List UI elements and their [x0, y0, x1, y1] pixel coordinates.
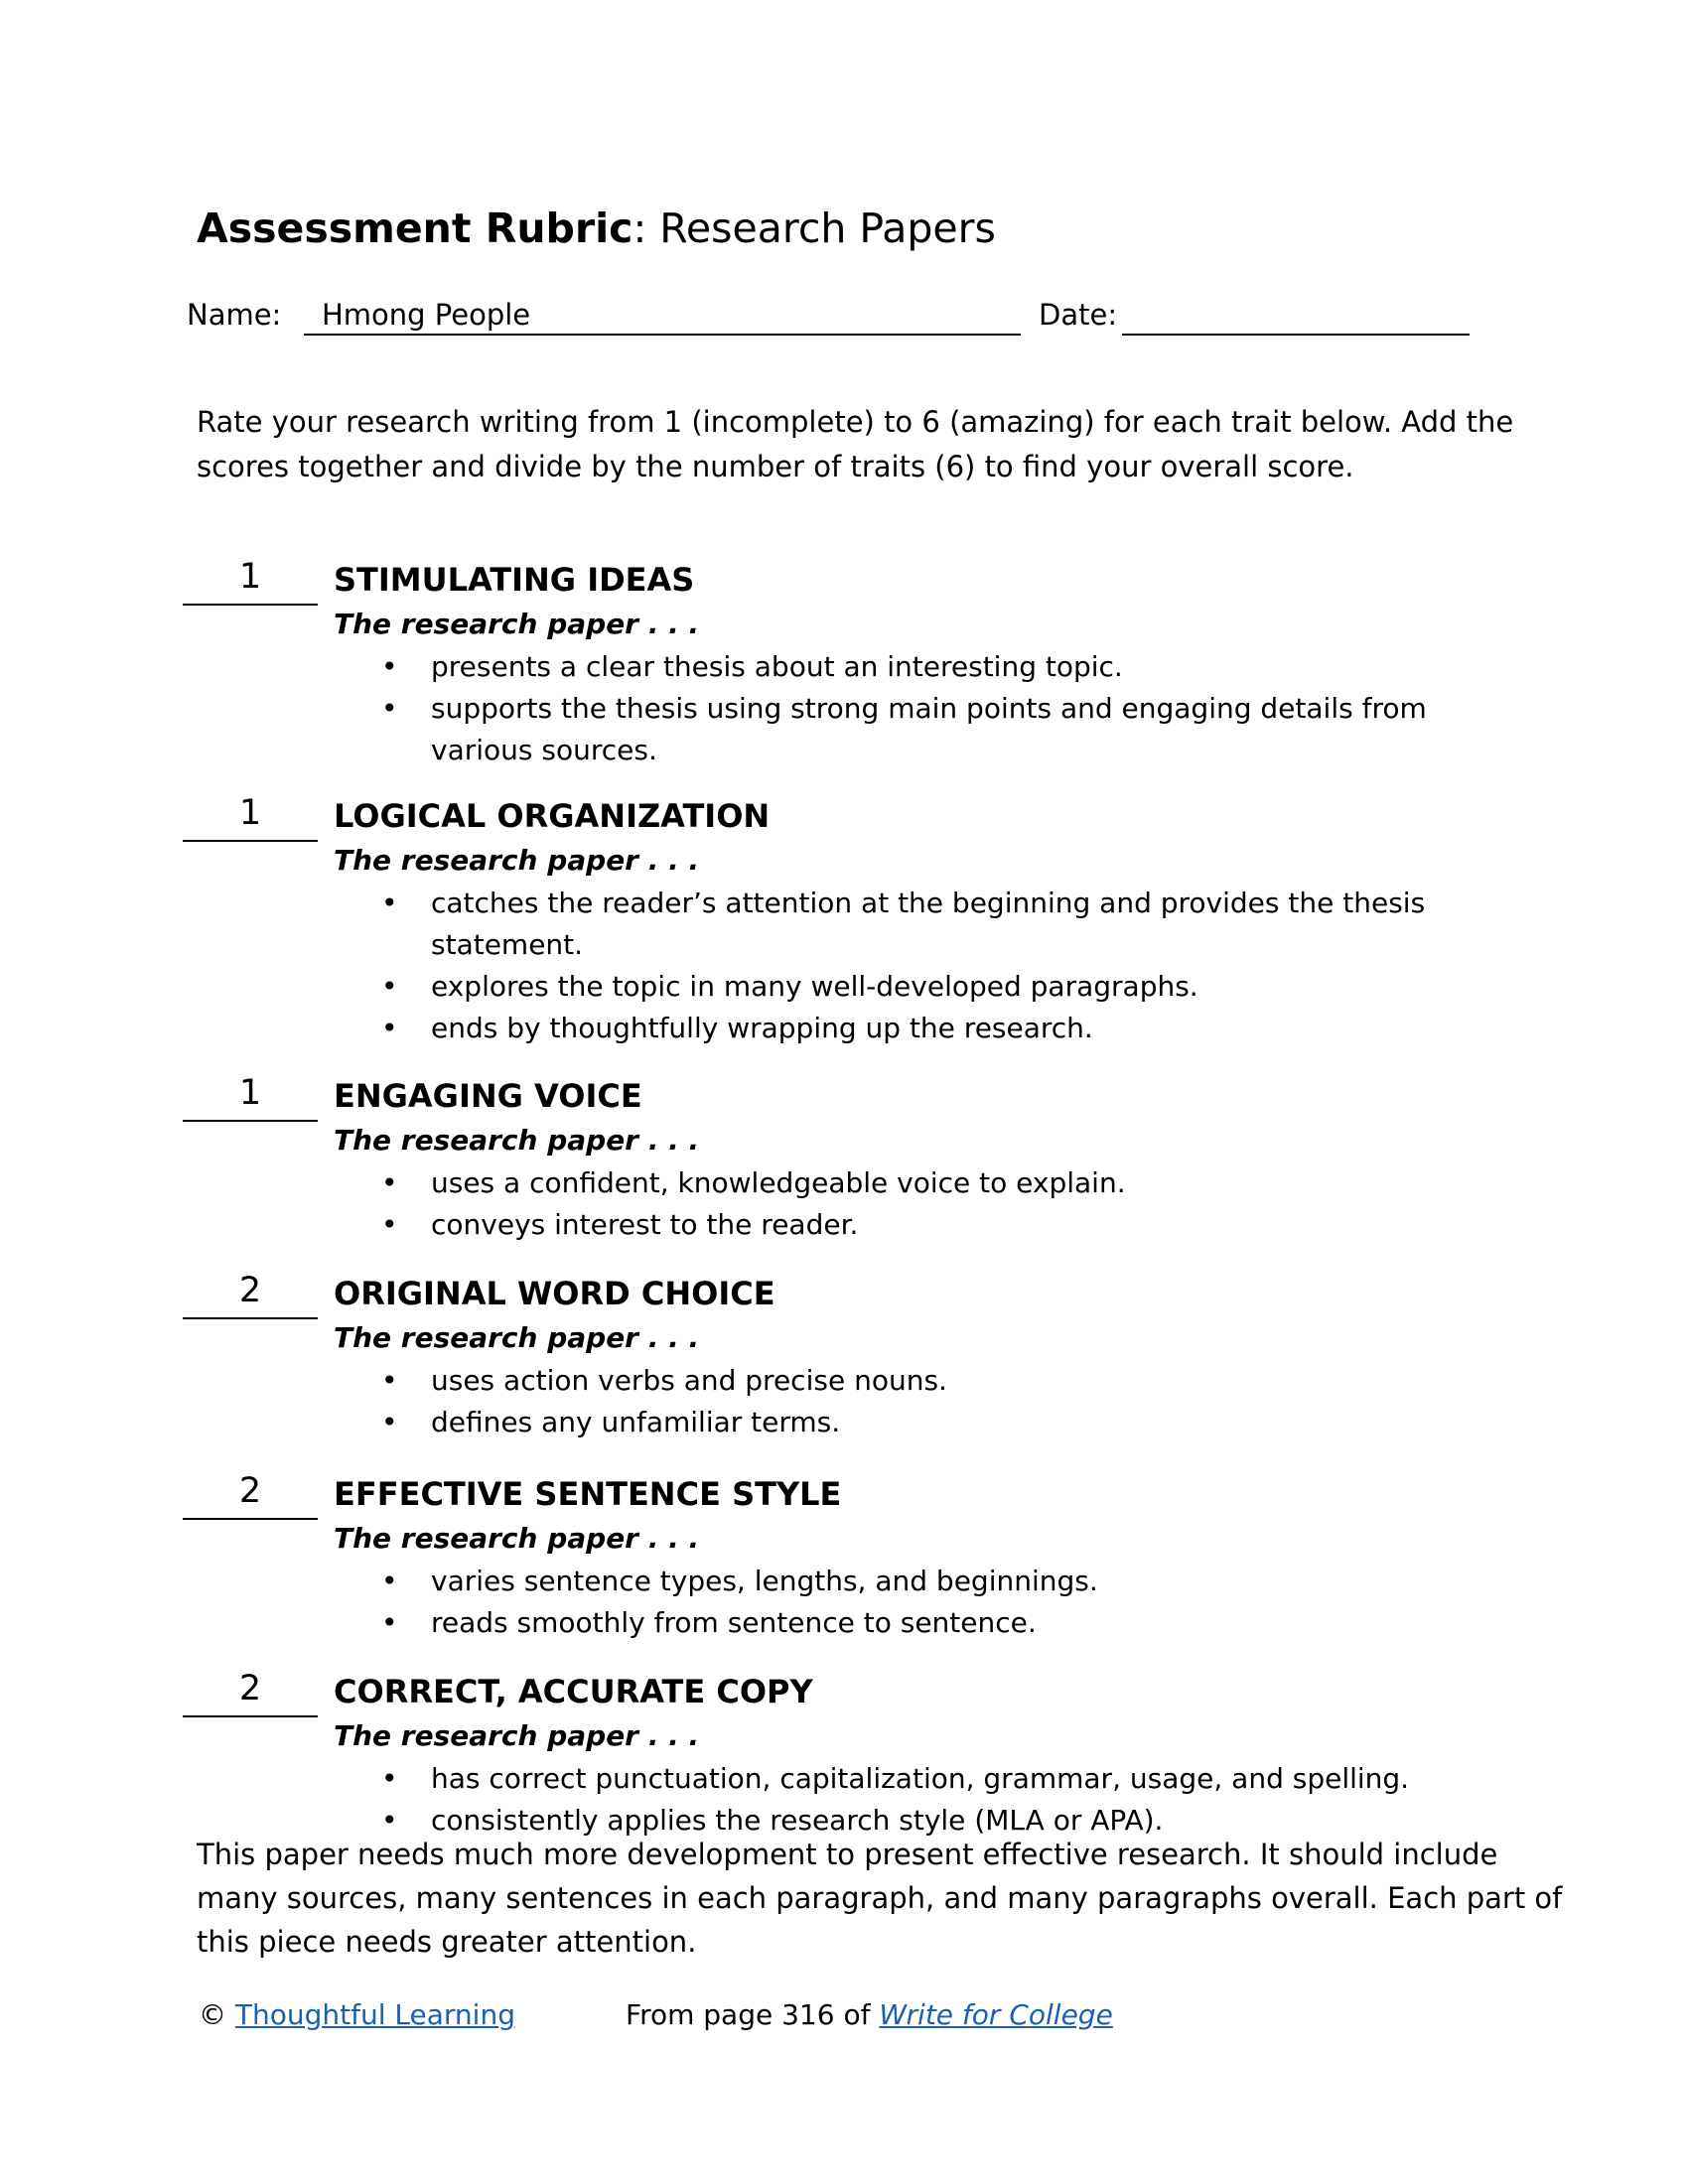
- bullet-text: has correct punctuation, capitalization, grammar, usage, and spelling.: [431, 1762, 1410, 1795]
- bullet-icon: •: [381, 650, 398, 683]
- bullet-icon: •: [381, 970, 398, 1003]
- trait-bullets: [381, 1561, 1098, 1644]
- bullet-icon: •: [381, 1804, 398, 1837]
- bullet-icon: •: [381, 1208, 398, 1241]
- comment-line: many sources, many sentences in each paragraph, and many paragraphs overall. Each part of: [197, 1881, 1563, 1915]
- list-item: [381, 883, 1425, 966]
- list-item: [381, 688, 1427, 771]
- copyright-symbol: ©: [199, 1998, 226, 2031]
- score-line: [183, 1715, 318, 1717]
- list-item: [381, 1162, 1126, 1204]
- trait-subtitle: The research paper . . .: [334, 1321, 700, 1354]
- trait-bullets: [381, 1758, 1409, 1842]
- trait-subtitle: The research paper . . .: [334, 1719, 700, 1752]
- intro-line: scores together and divide by the number of traits (6) to find your overall score.: [197, 450, 1354, 483]
- bullet-text: ends by thoughtfully wrapping up the research.: [431, 1012, 1093, 1044]
- trait-title: EFFECTIVE SENTENCE STYLE: [334, 1475, 842, 1513]
- trait-bullets: [381, 646, 1427, 771]
- bullet-text: consistently applies the research style (MLA or APA).: [431, 1804, 1164, 1837]
- trait-title: LOGICAL ORGANIZATION: [334, 797, 771, 835]
- bullet-text: catches the reader’s attention at the beginning and provides the thesis: [431, 887, 1426, 919]
- write-for-college-link[interactable]: Write for College: [879, 1998, 1113, 2031]
- bullet-text-continued: statement.: [431, 928, 584, 961]
- score-line: [183, 604, 318, 606]
- bullet-icon: •: [381, 1565, 398, 1597]
- bullet-icon: •: [381, 1406, 398, 1438]
- trait-title: ENGAGING VOICE: [334, 1077, 642, 1115]
- bullet-text: supports the thesis using strong main points and engaging details from: [431, 692, 1427, 725]
- name-field-line: [304, 334, 1021, 336]
- score-value[interactable]: 1: [238, 1073, 262, 1113]
- from-page-text: From page 316 of: [626, 1998, 871, 2031]
- thoughtful-learning-link[interactable]: Thoughtful Learning: [234, 1998, 515, 2031]
- name-field[interactable]: Hmong People: [322, 298, 531, 332]
- list-item: [381, 1402, 947, 1443]
- list-item: [381, 1561, 1098, 1602]
- list-item: [381, 1008, 1425, 1049]
- bullet-text: explores the topic in many well-developed paragraphs.: [431, 970, 1198, 1003]
- trait-title: STIMULATING IDEAS: [334, 561, 695, 599]
- bullet-icon: •: [381, 1606, 398, 1639]
- list-item: [381, 1602, 1098, 1644]
- score-line: [183, 1317, 318, 1319]
- trait-bullets: [381, 1360, 947, 1443]
- footer-source: [626, 1998, 1113, 2031]
- name-label: Name:: [187, 298, 282, 332]
- list-item: [381, 966, 1425, 1008]
- bullet-text: defines any unfamiliar terms.: [431, 1406, 841, 1438]
- trait-bullets: [381, 1162, 1126, 1246]
- bullet-icon: •: [381, 1364, 398, 1397]
- bullet-text: uses a confident, knowledgeable voice to explain.: [431, 1166, 1126, 1199]
- comment-line: this piece needs greater attention.: [197, 1925, 697, 1959]
- score-value[interactable]: 1: [238, 793, 262, 833]
- page-title-rest: : Research Papers: [633, 205, 996, 252]
- score-line: [183, 840, 318, 842]
- bullet-text: presents a clear thesis about an interesting topic.: [431, 650, 1123, 683]
- bullet-icon: •: [381, 887, 398, 919]
- bullet-text: reads smoothly from sentence to sentence.: [431, 1606, 1037, 1639]
- score-value[interactable]: 1: [238, 557, 262, 597]
- score-value[interactable]: 2: [238, 1271, 262, 1310]
- score-value[interactable]: 2: [238, 1471, 262, 1511]
- date-label: Date:: [1039, 298, 1118, 332]
- bullet-text: uses action verbs and precise nouns.: [431, 1364, 947, 1397]
- intro-line: Rate your research writing from 1 (incomplete) to 6 (amazing) for each trait below. Add the: [197, 405, 1514, 439]
- bullet-icon: •: [381, 1762, 398, 1795]
- list-item: [381, 646, 1427, 688]
- bullet-text: varies sentence types, lengths, and beginnings.: [431, 1565, 1098, 1597]
- date-field-line: [1122, 334, 1470, 336]
- name-date-row: [0, 294, 1688, 341]
- list-item: [381, 1360, 947, 1402]
- list-item: [381, 1758, 1409, 1800]
- bullet-icon: •: [381, 1012, 398, 1044]
- bullet-icon: •: [381, 1166, 398, 1199]
- bullet-icon: •: [381, 692, 398, 725]
- score-line: [183, 1518, 318, 1520]
- page-title: [197, 205, 996, 252]
- footer-copyright: [199, 1998, 515, 2031]
- score-line: [183, 1120, 318, 1122]
- trait-subtitle: The research paper . . .: [334, 844, 700, 877]
- score-value[interactable]: 2: [238, 1669, 262, 1708]
- comment-line: This paper needs much more development to present effective research. It should include: [197, 1838, 1498, 1871]
- bullet-text-continued: various sources.: [431, 734, 657, 766]
- bullet-text: conveys interest to the reader.: [431, 1208, 859, 1241]
- trait-bullets: [381, 883, 1425, 1049]
- intro-text: [197, 400, 1514, 489]
- trait-subtitle: The research paper . . .: [334, 1522, 700, 1555]
- page-title-bold: Assessment Rubric: [197, 205, 633, 252]
- trait-subtitle: The research paper . . .: [334, 608, 700, 640]
- teacher-comment: [197, 1833, 1563, 1964]
- list-item: [381, 1204, 1126, 1246]
- trait-subtitle: The research paper . . .: [334, 1124, 700, 1157]
- trait-title: ORIGINAL WORD CHOICE: [334, 1275, 775, 1312]
- trait-title: CORRECT, ACCURATE COPY: [334, 1673, 813, 1710]
